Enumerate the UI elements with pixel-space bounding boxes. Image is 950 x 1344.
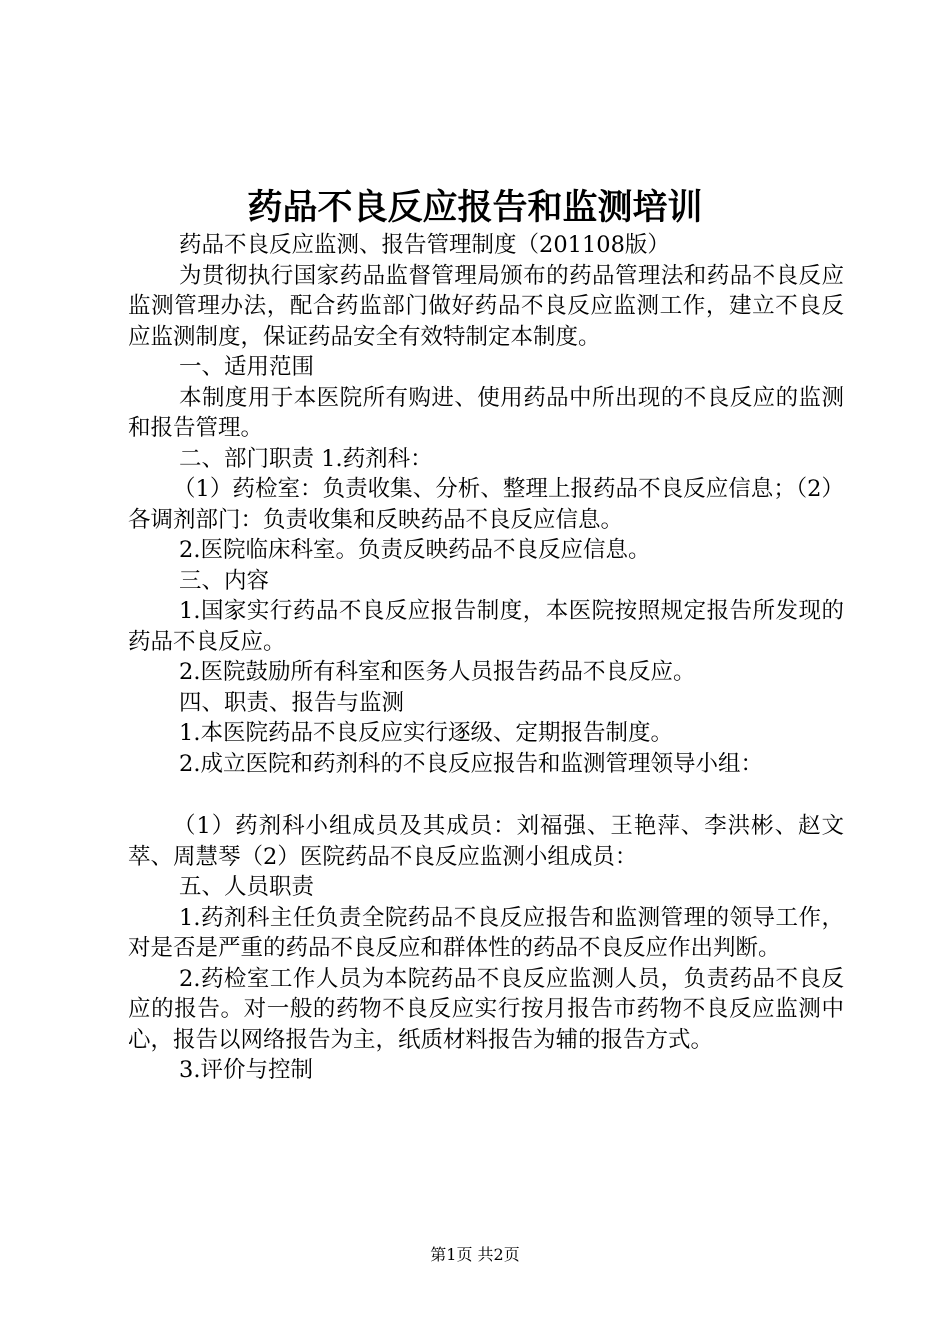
paragraph-reporting-1: 1.本医院药品不良反应实行逐级、定期报告制度。	[179, 720, 673, 746]
document-title: 药品不良反应报告和监测培训	[247, 187, 703, 228]
section-heading-scope: 一、适用范围	[179, 354, 315, 380]
section-heading-content: 三、内容	[179, 567, 270, 594]
paragraph-duties-pharmacy: （1）药检室：负责收集、分析、整理上报药品不良反应信息；（2）各调剂部门：负责收集和反映药品不良反应信息。	[128, 476, 844, 533]
paragraph-intro: 为贯彻执行国家药品监督管理局颁布的药品管理法和药品不良反应监测管理办法，配合药监部门做好药品不良反应监测工作，建立不良反应监测制度，保证药品安全有效特制定本制度。	[128, 262, 844, 350]
section-heading-staff: 五、人员职责	[179, 874, 315, 900]
paragraph-duties-clinical: 2.医院临床科室。负责反映药品不良反应信息。	[179, 537, 651, 563]
paragraph-reporting-2: 2.成立医院和药剂科的不良反应报告和监测管理领导小组：	[179, 750, 763, 777]
section-heading-reporting: 四、职责、报告与监测	[179, 689, 405, 716]
paragraph-group-members: （1）药剂科小组成员及其成员：刘福强、王艳萍、李洪彬、赵文萃、周慧琴（2）医院药品不良反应监测小组成员：	[128, 813, 844, 870]
paragraph-staff-3: 3.评价与控制	[179, 1057, 313, 1083]
document-body	[128, 230, 844, 1086]
paragraph-staff-1: 1.药剂科主任负责全院药品不良反应报告和监测管理的领导工作，对是否是严重的药品不良反应和群体性的药品不良反应作出判断。	[128, 904, 844, 961]
paragraph-content-2: 2.医院鼓励所有科室和医务人员报告药品不良反应。	[179, 659, 696, 685]
page-footer: 第1页 共2页	[430, 1245, 520, 1264]
paragraph-scope: 本制度用于本医院所有购进、使用药品中所出现的不良反应的监测和报告管理。	[128, 384, 844, 441]
blank-line	[128, 779, 844, 811]
paragraph-staff-2: 2.药检室工作人员为本院药品不良反应监测人员，负责药品不良反应的报告。对一般的药物不良反应实行按月报告市药物不良反应监测中心，报告以网络报告为主，纸质材料报告为辅的报告方式。	[128, 965, 844, 1053]
section-heading-duties: 二、部门职责 1.药剂科：	[179, 445, 433, 472]
paragraph-subtitle: 药品不良反应监测、报告管理制度（201108版）	[179, 232, 670, 258]
paragraph-content-1: 1.国家实行药品不良反应报告制度，本医院按照规定报告所发现的药品不良反应。	[128, 598, 844, 655]
